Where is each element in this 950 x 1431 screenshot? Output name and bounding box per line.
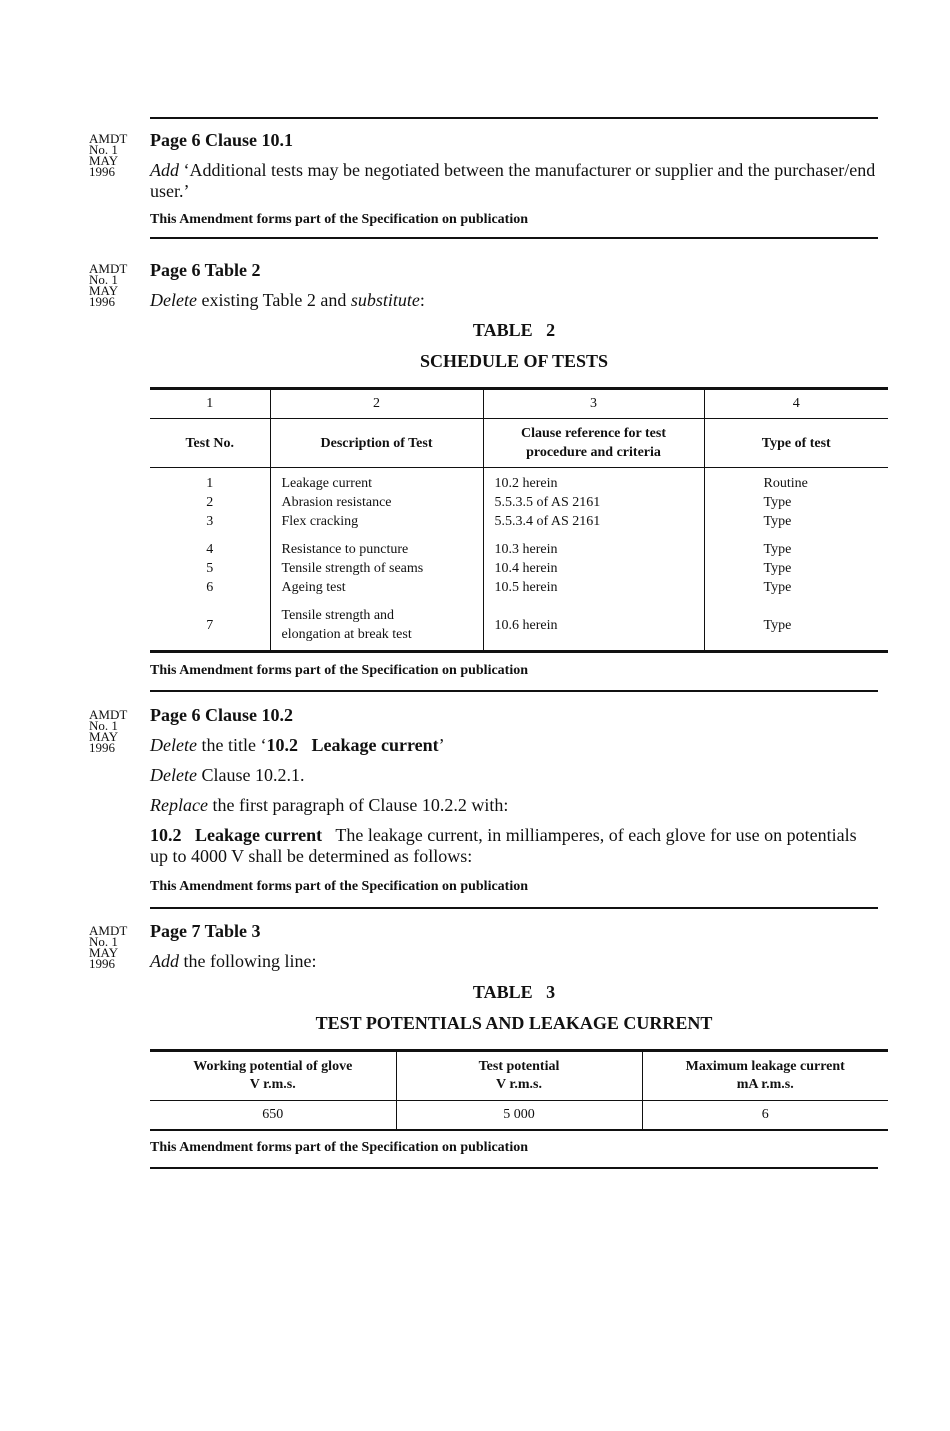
column-number: 1 [150,389,270,419]
test-type: Type [704,540,888,559]
table-row [150,493,888,512]
amdt-month: MAY [89,153,119,168]
section2-bottom-rule [150,690,878,692]
section3-line3 [150,795,878,816]
section4-body: the following line: [179,951,317,971]
column-number: 3 [483,389,704,419]
section4-verb-add: Add [150,951,179,971]
schedule-of-tests-table [150,387,888,653]
header-line1: Working potential of glove [193,1059,353,1074]
test-clause-ref: 10.2 herein [483,468,704,494]
section3-line2 [150,765,878,786]
header-working-potential [150,1051,396,1101]
section3-block [150,704,878,867]
test-description: Tensile strength and elongation at break test [270,606,483,652]
section2-colon: : [419,290,425,310]
test-no: 1 [206,476,214,491]
header-type-of-test: Type of test [704,419,888,468]
amdt-year: 1996 [89,164,115,179]
amdt-margin-note [89,263,141,307]
section4-footer: This Amendment forms part of the Specification on publication [150,1140,529,1155]
test-no: 5 [206,561,214,576]
section1-block [150,129,878,202]
section3-paragraph [150,825,878,867]
section2-footer: This Amendment forms part of the Specification on publication [150,663,529,678]
header-line2: V r.m.s. [496,1077,542,1092]
test-no: 6 [206,580,214,595]
test-type: Type [704,606,888,652]
amdt-month: MAY [89,283,119,298]
test-description: Tensile strength of seams [270,559,483,578]
table-row [150,606,888,652]
section2-verb-substitute: substitute [350,290,420,310]
amdt-label: AMDT [89,261,128,276]
table3-subtitle: TEST POTENTIALS AND LEAKAGE CURRENT [315,1013,713,1033]
header-line1: Maximum leakage current [685,1059,845,1074]
section1-bottom-rule [150,237,878,239]
test-clause-ref: 10.3 herein [483,540,704,559]
test-description: Flex cracking [270,512,483,540]
column-number: 4 [704,389,888,419]
test-potentials-table [150,1049,888,1131]
table-row [150,578,888,606]
section4-heading: Page 7 Table 3 [150,921,261,941]
test-clause-ref: 10.6 herein [483,606,704,652]
section3-verb-delete: Delete [150,765,197,785]
amdt-number: No. 1 [89,142,118,157]
table-row [150,512,888,540]
section3-verb-delete: Delete [150,735,197,755]
amdt-number: No. 1 [89,934,118,949]
header-line1: Test potential [478,1059,560,1074]
section3-line2-text: Clause 10.2.1. [196,765,305,785]
test-type: Type [704,493,888,512]
test-no: 7 [206,617,214,633]
section1-footer: This Amendment forms part of the Specification on publication [150,212,529,227]
amdt-year: 1996 [89,294,115,309]
working-potential-value: 650 [262,1107,284,1122]
test-description: Resistance to puncture [270,540,483,559]
section3-line1 [150,735,878,756]
amdt-number: No. 1 [89,718,118,733]
table-row [150,540,888,559]
section2-body: existing Table 2 and [196,290,351,310]
section2-heading: Page 6 Table 2 [150,260,261,280]
header-max-leakage-current [642,1051,888,1101]
test-description: Abrasion resistance [270,493,483,512]
section2-text [150,290,878,311]
header-clause-reference: Clause reference for test procedure and criteria [483,419,704,468]
table-row [150,559,888,578]
amdt-margin-note [89,133,141,177]
test-description: Ageing test [270,578,483,606]
table3-title: TABLE 3 [472,982,556,1002]
amdt-month: MAY [89,945,119,960]
test-no: 4 [206,542,214,557]
section3-para-text: The leakage current, in milliamperes, of each glove for use on potentials up to 4000 V shall be determined as follows: [150,825,862,866]
test-type: Type [704,559,888,578]
section4-bottom-rule [150,1167,878,1169]
amdt-margin-note [89,709,141,753]
test-description: Leakage current [270,468,483,494]
test-no: 2 [206,495,214,510]
section3-line1-text: the title ‘ [196,735,267,755]
column-number-row [150,389,888,419]
section1-verb: Add [150,160,179,180]
table-row [150,468,888,494]
header-line2: mA r.m.s. [736,1077,794,1092]
test-clause-ref: 10.4 herein [483,559,704,578]
section2-verb-delete: Delete [150,290,197,310]
section1-text [150,160,878,202]
amdt-number: No. 1 [89,272,118,287]
table2-header-row [150,419,888,468]
section3-line3-text: the first paragraph of Clause 10.2.2 with: [207,795,509,815]
section2-block [150,259,878,311]
header-description: Description of Test [270,419,483,468]
test-clause-ref: 10.5 herein [483,578,704,606]
section1-top-rule [150,117,878,119]
section3-bottom-rule [150,907,878,909]
test-type: Routine [704,468,888,494]
header-line2: V r.m.s. [249,1077,296,1092]
table-row [150,1101,888,1131]
header-test-potential [396,1051,642,1101]
max-leakage-value: 6 [642,1101,888,1131]
test-clause-ref: 5.5.3.5 of AS 2161 [483,493,704,512]
amdt-label: AMDT [89,923,128,938]
amdt-year: 1996 [89,956,115,971]
amdt-month: MAY [89,729,119,744]
test-type: Type [704,578,888,606]
amdt-label: AMDT [89,131,128,146]
amdt-label: AMDT [89,707,128,722]
section1-body: ‘Additional tests may be negotiated between the manufacturer or supplier and the purchaser/end user.’ [150,160,876,201]
amdt-year: 1996 [89,740,115,755]
section1-heading: Page 6 Clause 10.1 [150,130,293,150]
test-potential-value: 5 000 [396,1101,642,1131]
section3-line1-end: ’ [438,735,445,755]
table3-header-row [150,1051,888,1101]
table2-subtitle: SCHEDULE OF TESTS [419,351,609,371]
section3-line1-bold: 10.2 Leakage current [266,735,439,755]
test-no: 3 [206,514,214,529]
section4-text [150,951,878,972]
header-test-no: Test No. [150,419,270,468]
section3-para-bold: 10.2 Leakage current [150,825,323,845]
section3-footer: This Amendment forms part of the Specification on publication [150,879,529,894]
test-clause-ref: 5.5.3.4 of AS 2161 [483,512,704,540]
section4-block [150,920,878,972]
column-number: 2 [270,389,483,419]
amdt-margin-note [89,925,141,969]
table2-title: TABLE 2 [472,320,556,340]
section3-verb-replace: Replace [150,795,208,815]
test-type: Type [704,512,888,540]
section3-heading: Page 6 Clause 10.2 [150,705,293,725]
